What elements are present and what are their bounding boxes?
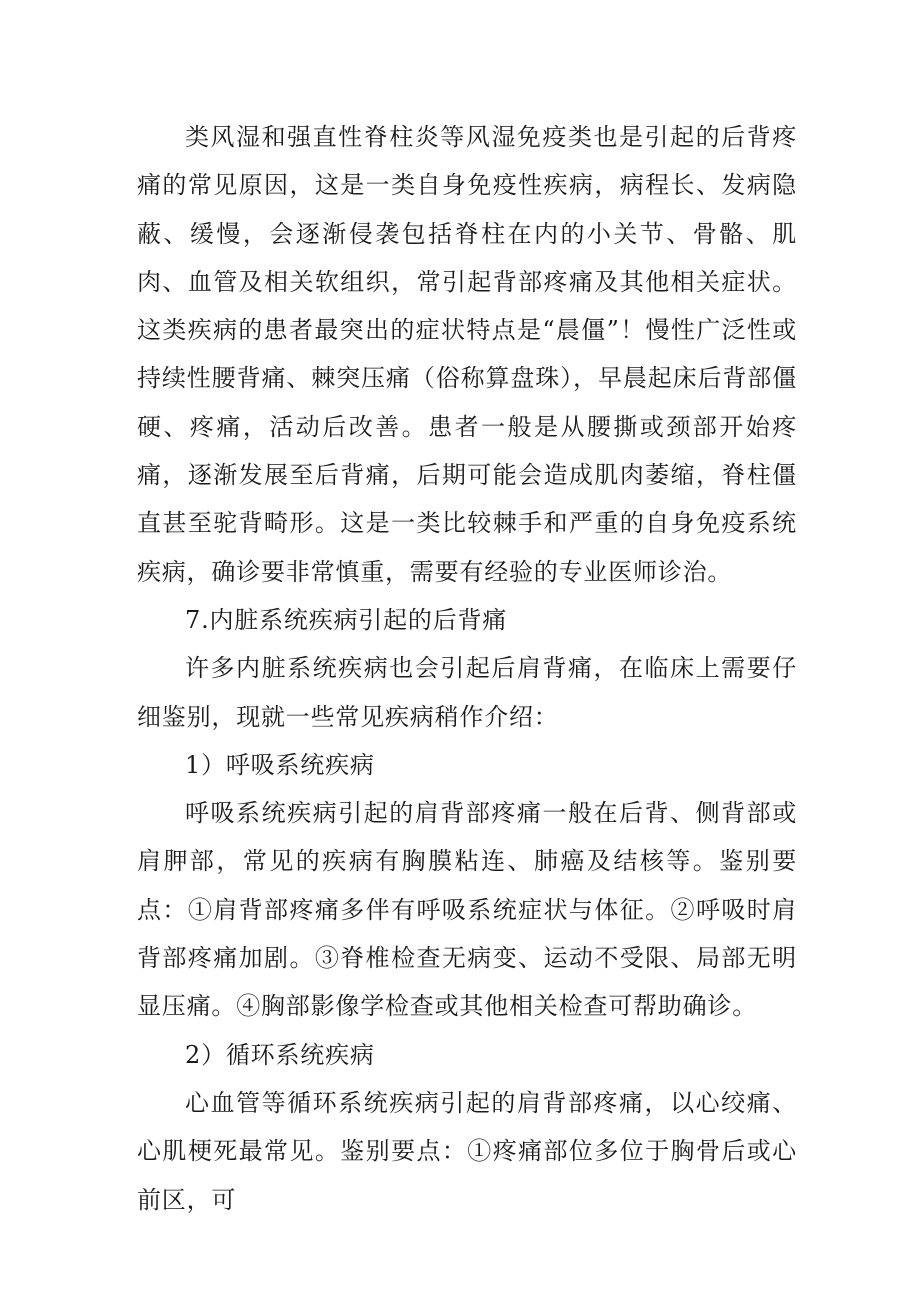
paragraph-visceral-intro: 许多内脏系统疾病也会引起后肩背痛，在临床上需要仔细鉴别，现就一些常见疾病稍作介绍： (137, 654, 797, 731)
document-body (137, 113, 797, 1224)
section-heading-visceral: 7.内脏系统疾病引起的后背痛 (185, 605, 508, 634)
paragraph-circulatory: 心血管等循环系统疾病引起的肩背部疼痛，以心绞痛、心肌梗死最常见。鉴别要点：①疼痛部位多位于胸骨后或心前区，可 (137, 1088, 797, 1214)
subheading-respiratory: 1）呼吸系统疾病 (185, 750, 375, 779)
paragraph-respiratory: 呼吸系统疾病引起的肩背部疼痛一般在后背、侧背部或肩胛部，常见的疾病有胸膜粘连、肺癌及结核等。鉴别要点：①肩背部疼痛多伴有呼吸系统症状与体征。②呼吸时肩背部疼痛加剧。③脊椎检查无病变、运动不受限、局部无明显压痛。④胸部影像学检查或其他相关检查可帮助确诊。 (137, 799, 797, 1021)
subheading-circulatory: 2）循环系统疾病 (185, 1040, 375, 1069)
paragraph-rheumatic-immune: 类风湿和强直性脊柱炎等风湿免疫类也是引起的后背疼痛的常见原因，这是一类自身免疫性疾病，病程长、发病隐蔽、缓慢，会逐渐侵袭包括脊柱在内的小关节、骨骼、肌肉、血管及相关软组织，常引起背部疼痛及其他相关症状。这类疾病的患者最突出的症状特点是“晨僵”！慢性广泛性或持续性腰背痛、棘突压痛（俗称算盘珠），早晨起床后背部僵硬、疼痛，活动后改善。患者一般是从腰撕或颈部开始疼痛，逐渐发展至后背痛，后期可能会造成肌肉萎缩，脊柱僵直甚至驼背畸形。这是一类比较棘手和严重的自身免疫系统疾病，确诊要非常慎重，需要有经验的专业医师诊治。 (137, 123, 797, 586)
